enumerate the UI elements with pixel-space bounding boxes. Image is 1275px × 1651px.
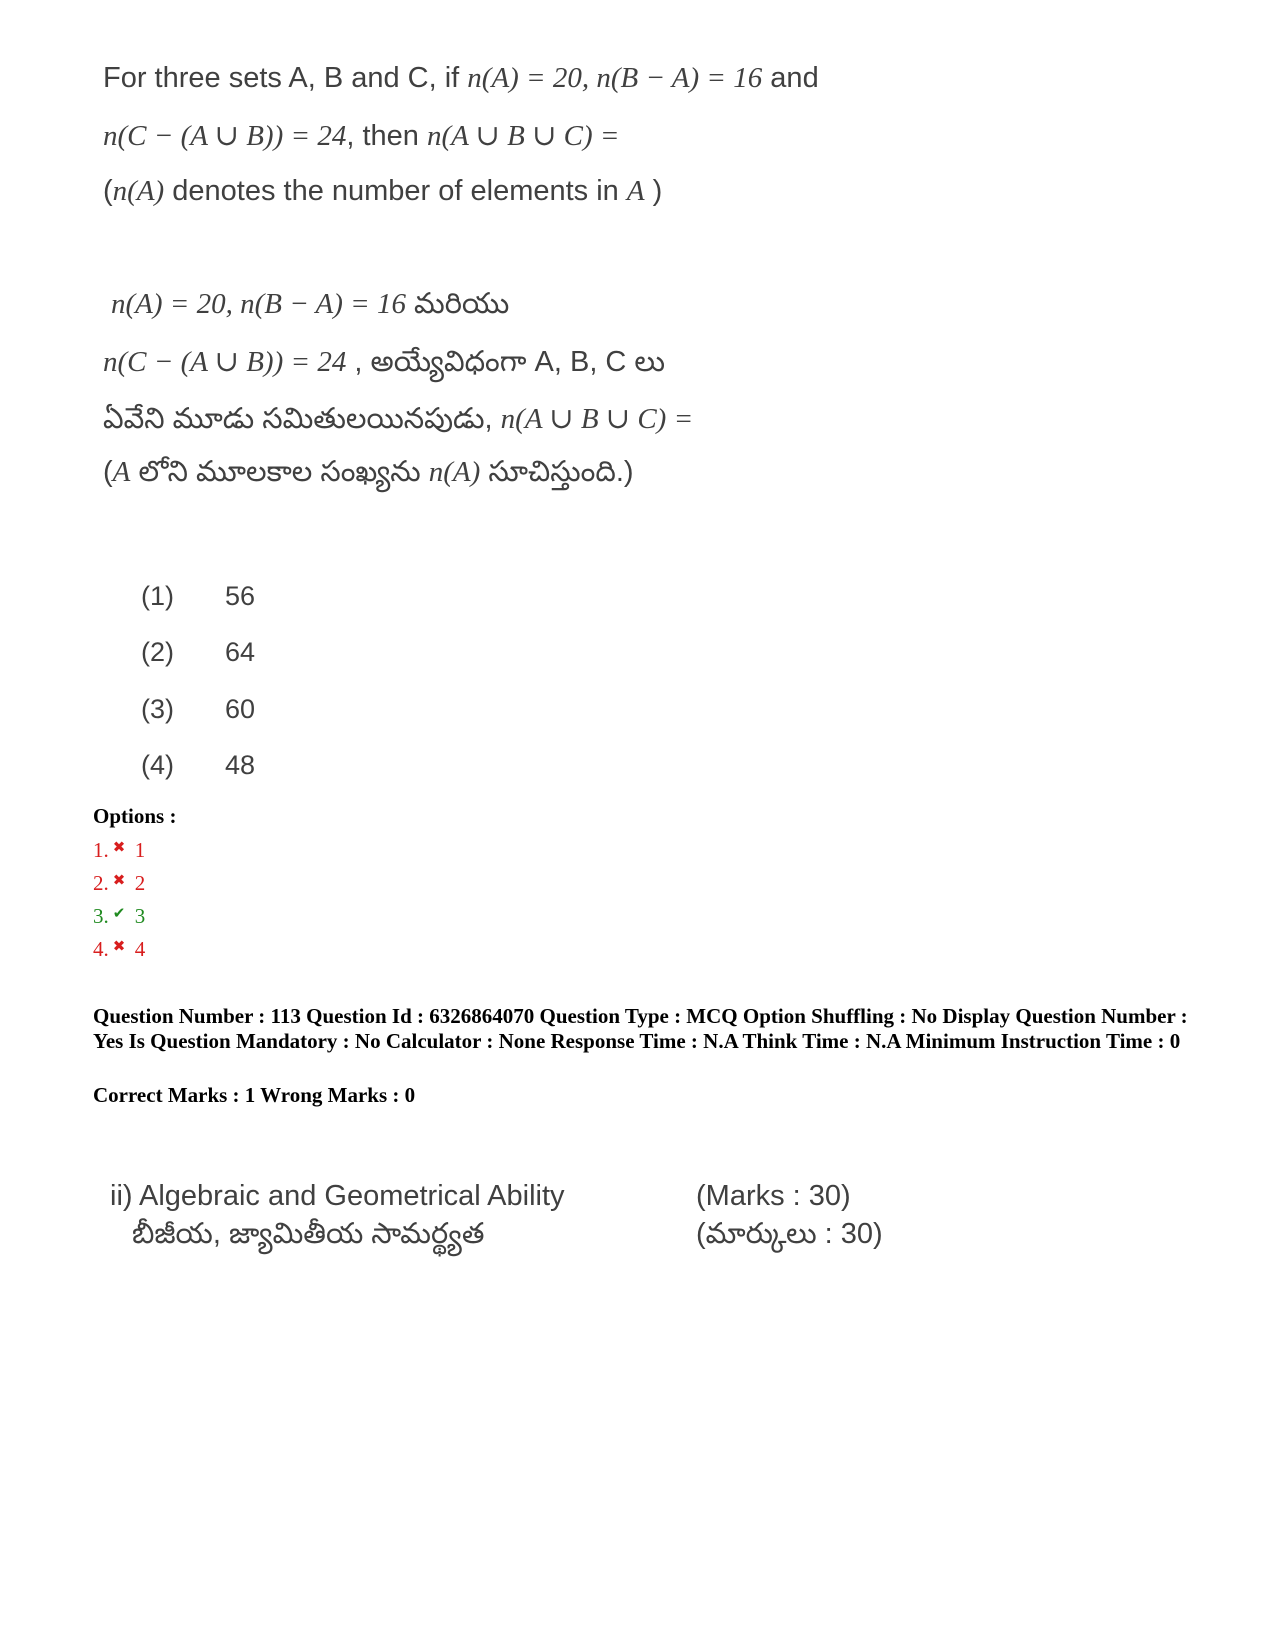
question-te-line-4: (A లోని మూలకాల సంఖ్యను n(A) సూచిస్తుంది.) xyxy=(103,456,634,488)
question-image xyxy=(103,62,1003,782)
cross-icon: ✖ xyxy=(112,937,126,955)
option-item-4: 4. ✖ 4 xyxy=(93,937,146,961)
choice-value: 56 xyxy=(225,581,256,611)
question-te-line-3: ఏవేని మూడు సమితులయినపుడు, n(A ∪ B ∪ C) = xyxy=(103,403,694,435)
section-title-te: బీజీయ, జ్యామితీయ సామర్థ్యత xyxy=(132,1218,485,1250)
choice-number: (3) xyxy=(141,694,174,724)
cross-icon: ✖ xyxy=(112,838,126,856)
option-item-1: 1. ✖ 1 xyxy=(93,838,146,862)
question-te-line-1: n(A) = 20, n(B − A) = 16 మరియు xyxy=(111,288,510,320)
cross-icon: ✖ xyxy=(112,871,126,889)
question-en-line-2: n(C − (A ∪ B)) = 24, then n(A ∪ B ∪ C) = xyxy=(103,120,620,152)
choice-value: 64 xyxy=(225,637,256,667)
choice-value: 48 xyxy=(225,750,256,780)
section-title-en: ii) Algebraic and Geometrical Ability xyxy=(110,1180,565,1212)
section-marks-te: (మార్కులు : 30) xyxy=(696,1218,883,1250)
section-marks-en: (Marks : 30) xyxy=(696,1180,851,1212)
question-en-line-1: For three sets A, B and C, if n(A) = 20, n(B − A) = 16 and xyxy=(103,62,819,94)
check-icon: ✔ xyxy=(112,904,126,922)
choice-number: (1) xyxy=(141,581,174,611)
choice-number: (4) xyxy=(141,750,174,780)
question-te-line-2: n(C − (A ∪ B)) = 24 , అయ్యేవిధంగా A, B, C లు xyxy=(103,346,666,378)
choice-number: (2) xyxy=(141,637,174,667)
marks-info: Correct Marks : 1 Wrong Marks : 0 xyxy=(93,1083,416,1107)
question-details: Question Number : 113 Question Id : 6326864070 Question Type : MCQ Option Shuffling : No Display Question Number : Yes Is Question Mandatory : No Calculator : None Response Time : N.A Think Time : N.A Minimum Instruction Time : 0 xyxy=(93,1004,1188,1053)
question-en-line-3: (n(A) denotes the number of elements in A ) xyxy=(103,175,663,207)
option-item-2: 2. ✖ 2 xyxy=(93,871,146,895)
options-heading: Options : xyxy=(93,804,177,828)
choice-value: 60 xyxy=(225,694,256,724)
option-item-3: 3. ✔ 3 xyxy=(93,904,146,928)
